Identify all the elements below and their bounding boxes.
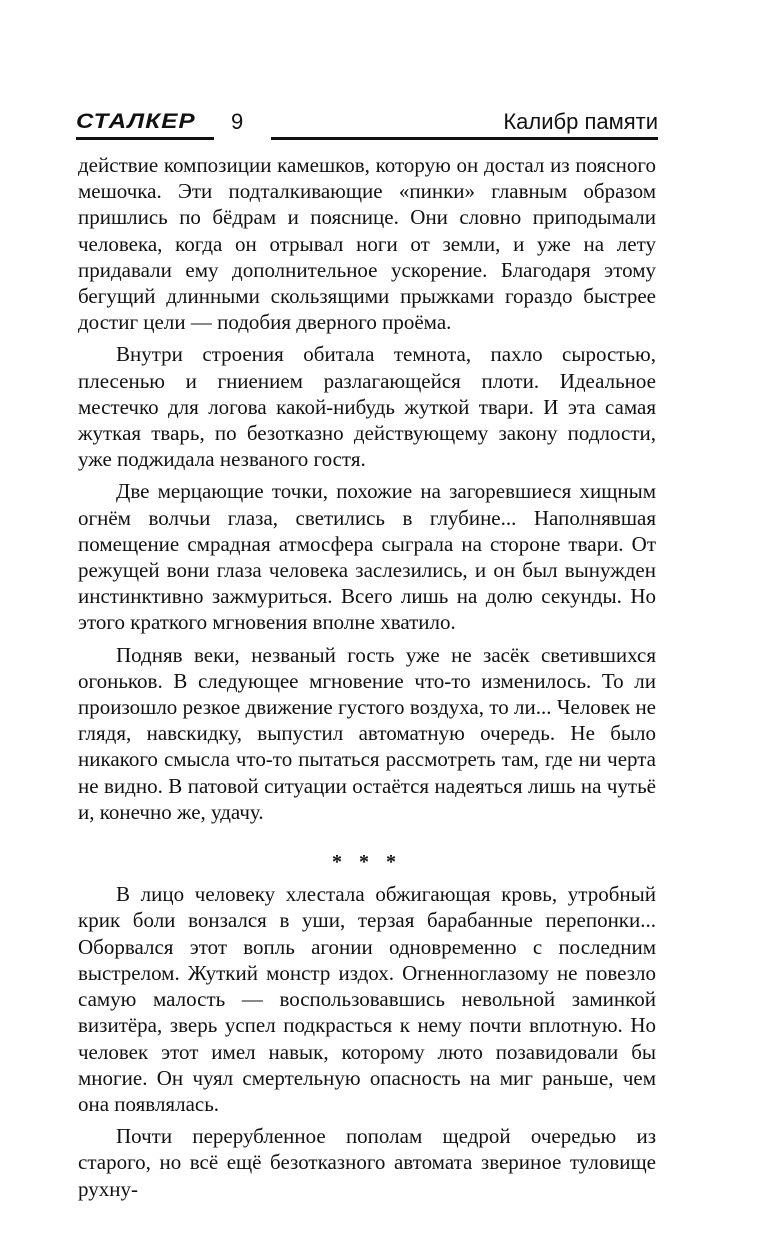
- paragraph: действие композиции камешков, которую он достал из поясного мешочка. Эти подталкивающие «пинки» главным образом пришлись по бёдрам и пояснице. Они словно приподымали человека, когда он отрывал ноги от земли, и уже на лету придавали ему дополнительное ускорение. Благодаря этому бегущий длинными скользящими прыжками гораздо быстрее достиг цели — подобия дверного проёма.: [78, 153, 656, 335]
- section-separator: * * *: [332, 851, 402, 874]
- paragraph: Подняв веки, незваный гость уже не засёк светившихся огоньков. В следующее мгновение что-то изменилось. То ли произошло резкое движение густого воздуха, то ли... Человек не глядя, навскидку, выпустил автоматную очередь. Не было никакого смысла что-то пытаться рассмотреть там, где ни черта не видно. В патовой ситуации остаётся надеяться лишь на чутьё и, конечно же, удачу.: [78, 642, 656, 824]
- header-rule-left: [76, 137, 214, 140]
- body-text: [78, 152, 656, 1202]
- page-number: 9: [231, 109, 244, 134]
- series-title: СТАЛКЕР: [76, 110, 196, 133]
- header-rule-right: [271, 137, 658, 140]
- paragraph: Две мерцающие точки, похожие на загоревшиеся хищным огнём волчьи глаза, светились в глубине... Наполнявшая помещение смрадная атмосфера сыграла на стороне твари. От режущей вони глаза человека заслезились, и он был вынужден инстинктивно зажмуриться. Всего лишь на долю секунды. Но этого краткого мгновения вполне хватило.: [78, 479, 656, 635]
- paragraph: Почти перерубленное пополам щедрой очередью из старого, но всё ещё безотказного автомата звериное туловище рухну-: [78, 1124, 656, 1201]
- book-title: Калибр памяти: [503, 109, 658, 134]
- running-header: [76, 106, 658, 142]
- paragraph: В лицо человеку хлестала обжигающая кровь, утробный крик боли вонзался в уши, терзая барабанные перепонки... Оборвался этот вопль агонии одновременно с последним выстрелом. Жуткий монстр издох. Огненноглазому не повезло самую малость — воспользовавшись невольной заминкой визитёра, зверь успел подкрасться к нему почти вплотную. Но человек этот имел навык, которому люто позавидовали бы многие. Он чуял смертельную опасность на миг раньше, чем она появлялась.: [78, 882, 656, 1116]
- paragraph: Внутри строения обитала темнота, пахло сыростью, плесенью и гниением разлагающейся плоти. Идеальное местечко для логова какой-нибудь жуткой твари. И эта самая жуткая тварь, по безотказно действующему закону подлости, уже поджидала незваного гостя.: [78, 342, 656, 472]
